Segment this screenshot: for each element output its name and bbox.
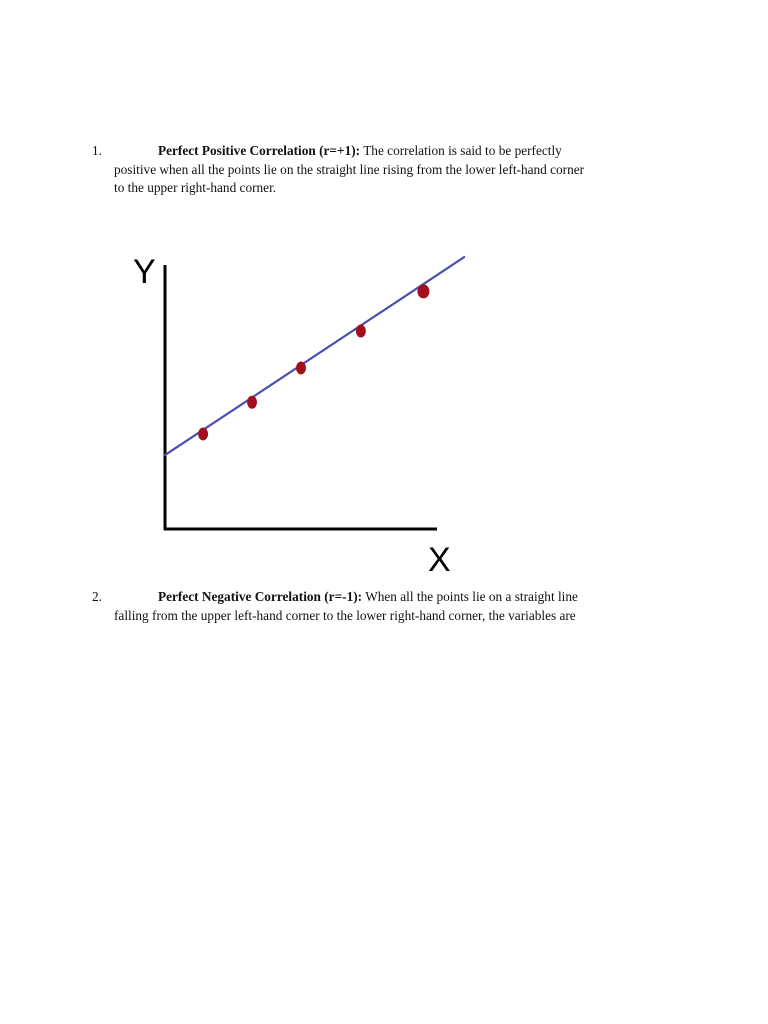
x-axis-label: X — [428, 541, 451, 579]
data-point — [198, 427, 208, 440]
y-axis-label: Y — [133, 253, 156, 291]
data-point — [247, 396, 257, 409]
item-number: 2. — [92, 589, 102, 604]
data-points — [198, 284, 429, 440]
item-paragraph — [114, 588, 662, 625]
data-point — [356, 325, 366, 338]
item-text-line: to the upper right-hand corner. — [114, 180, 277, 195]
list-item-negative-correlation — [92, 588, 662, 625]
item-heading: Perfect Positive Correlation (r=+1): — [158, 143, 361, 158]
data-point — [296, 361, 306, 374]
item-text-line: The correlation is said to be perfectly — [363, 143, 562, 158]
data-point — [417, 284, 429, 298]
item-heading: Perfect Negative Correlation (r=-1): — [158, 589, 363, 604]
item-text-line: positive when all the points lie on the straight line rising from the lower left-hand corner — [114, 161, 585, 177]
item-text-line: When all the points lie on a straight line — [365, 589, 578, 604]
item-text-line: falling from the upper left-hand corner to the lower right-hand corner, the variables are — [114, 607, 576, 623]
item-number: 1. — [92, 143, 102, 158]
